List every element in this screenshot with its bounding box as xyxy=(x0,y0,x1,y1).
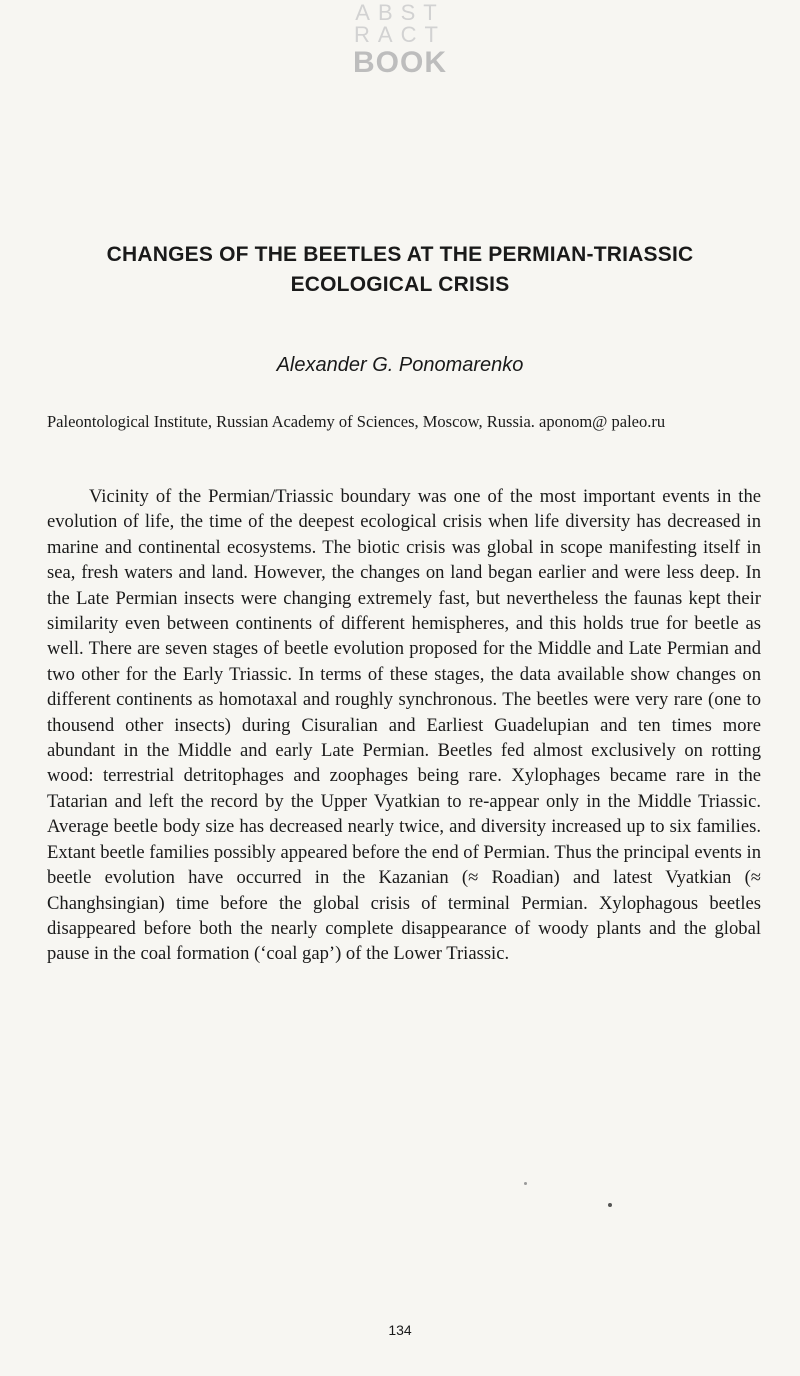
abstract-book-logo xyxy=(340,2,460,80)
title-line-1: CHANGES OF THE BEETLES AT THE PERMIAN-TRIASSIC xyxy=(106,243,694,266)
author-affiliation: Paleontological Institute, Russian Academy of Sciences, Moscow, Russia. aponom@ paleo.ru xyxy=(47,412,666,431)
title-line-2: ECOLOGICAL CRISIS xyxy=(290,273,510,296)
abstract-paragraph: Vicinity of the Permian/Triassic boundary was one of the most important events in the evolution of life, the time of the deepest ecological crisis when life diversity has decreased in marine and continental ecosystems. The biotic crisis was global in scope manifesting itself in sea, fresh waters and land. However, the changes on land began earlier and were less deep. In the Late Permian insects were changing extremely fast, but nevertheless the faunas kept their similarity even between continents of different hemispheres, and this holds true for beetle as well. There are seven stages of beetle evolution proposed for the Middle and Late Permian and two other for the Early Triassic. In terms of these stages, the data available show changes on different continents as homotaxal and roughly synchronous. The beetles were very rare (one to thousend other insects) during Cisuralian and Earliest Guadelupian and ten times more abundant in the Middle and early Late Permian. Beetles fed almost exclusively on rotting wood: terrestrial detritophages and zoophages being rare. Xylophages became rare in the Tatarian and left the record by the Upper Vyatkian to re-appear only in the Middle Triassic. Average beetle body size has decreased nearly twice, and diversity increased up to six families. Extant beetle families possibly appeared before the end of Permian. Thus the principal events in beetle evolution have occurred in the Kazanian (≈ Roadian) and latest Vyatkian (≈ Changhsingian) time before the global crisis of terminal Permian. Xylophagous beetles disappeared before both the nearly complete disappearance of woody plants and the global pause in the coal formation (‘coal gap’) of the Lower Triassic. xyxy=(47,486,761,965)
scan-speck xyxy=(608,1203,612,1207)
logo-line-2: RACT xyxy=(354,22,446,47)
page-number: 134 xyxy=(388,1322,412,1338)
logo-line-1: ABST xyxy=(355,0,445,25)
author-name: Alexander G. Ponomarenko xyxy=(276,354,524,376)
logo-line-3: BOOK xyxy=(353,46,447,79)
scan-speck xyxy=(524,1182,527,1185)
article-title xyxy=(60,240,740,300)
